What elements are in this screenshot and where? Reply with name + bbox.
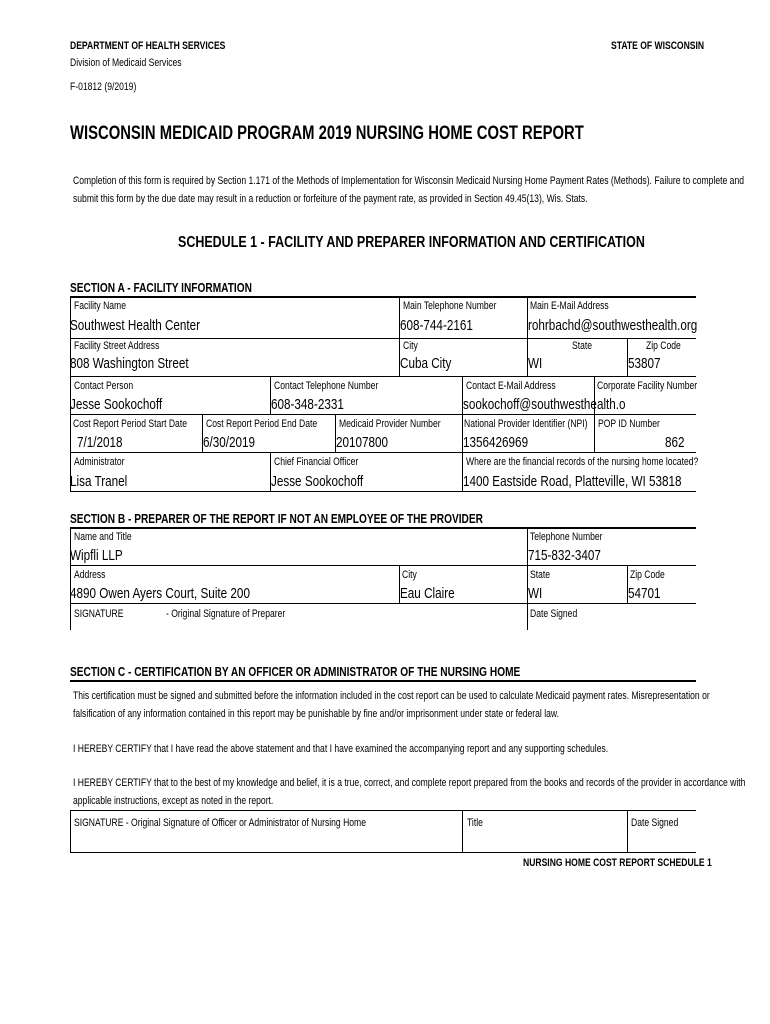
- page-title: WISCONSIN MEDICAID PROGRAM 2019 NURSING HOME COST REPORT: [70, 123, 584, 144]
- state-label: STATE OF WISCONSIN: [611, 40, 705, 52]
- section-a-heading: SECTION A - FACILITY INFORMATION: [70, 280, 252, 295]
- medicaid-provider-field[interactable]: 20107800: [336, 434, 389, 451]
- contact-person-field[interactable]: Jesse Sookochoff: [70, 396, 163, 413]
- administrator-field[interactable]: Lisa Tranel: [70, 473, 128, 490]
- officer-signature-label: SIGNATURE - Original Signature of Officer or Administrator of Nursing Home: [74, 817, 366, 829]
- certification-text-2: I HEREBY CERTIFY that I have read the above statement and that I have examined the accompanying report and any supporting schedules.: [73, 743, 609, 755]
- zip-field[interactable]: 53807: [628, 355, 661, 372]
- preparer-date-label: Date Signed: [530, 608, 578, 620]
- preparer-city-field[interactable]: Eau Claire: [400, 585, 455, 602]
- start-date-field[interactable]: 7/1/2018: [77, 434, 123, 451]
- certification-text-3a: I HEREBY CERTIFY that to the best of my knowledge and belief, it is a true, correct, and complete report prepared from the books and records of the provider in accordance with: [73, 777, 746, 789]
- city-label: City: [403, 340, 418, 352]
- preparer-phone-label: Telephone Number: [530, 531, 603, 543]
- preparer-zip-label: Zip Code: [630, 569, 665, 581]
- facility-name-label: Facility Name: [74, 300, 126, 312]
- footer-label: NURSING HOME COST REPORT SCHEDULE 1: [523, 857, 712, 869]
- officer-date-label: Date Signed: [631, 817, 679, 829]
- preparer-city-label: City: [402, 569, 417, 581]
- zip-label: Zip Code: [646, 340, 681, 352]
- contact-phone-label: Contact Telephone Number: [274, 380, 379, 392]
- medicaid-provider-label: Medicaid Provider Number: [339, 418, 441, 430]
- contact-email-field[interactable]: sookochoff@southwesthealth.o: [463, 396, 626, 413]
- officer-title-field[interactable]: [463, 832, 626, 852]
- preparer-signature-label: SIGNATURE: [74, 608, 124, 620]
- preparer-signature-field[interactable]: [71, 604, 526, 630]
- officer-title-label: Title: [467, 817, 483, 829]
- cfo-field[interactable]: Jesse Sookochoff: [271, 473, 364, 490]
- administrator-label: Administrator: [74, 456, 125, 468]
- records-location-field[interactable]: 1400 Eastside Road, Platteville, WI 53818: [463, 473, 682, 490]
- preparer-zip-field[interactable]: 54701: [628, 585, 661, 602]
- main-phone-field[interactable]: 608-744-2161: [400, 317, 473, 334]
- facility-name-field[interactable]: Southwest Health Center: [70, 317, 201, 334]
- street-label: Facility Street Address: [74, 340, 160, 352]
- pop-id-field[interactable]: 862: [665, 434, 685, 451]
- pop-id-label: POP ID Number: [598, 418, 660, 430]
- preparer-signature-note: - Original Signature of Preparer: [166, 608, 286, 620]
- division-name: Division of Medicaid Services: [70, 57, 182, 69]
- preparer-state-field[interactable]: WI: [528, 585, 543, 602]
- main-email-field[interactable]: rohrbachd@southwesthealth.org: [528, 317, 698, 334]
- state-label-a: State: [572, 340, 593, 352]
- main-email-label: Main E-Mail Address: [530, 300, 609, 312]
- preparer-name-label: Name and Title: [74, 531, 132, 543]
- form-number: F-01812 (9/2019): [70, 81, 137, 93]
- certification-text-1b: falsification of any information contained in this report may be punishable by fine and/or imprisonment under state or federal law.: [73, 708, 560, 720]
- city-field[interactable]: Cuba City: [400, 355, 452, 372]
- certification-text-1a: This certification must be signed and submitted before the information included in the cost report can be used to calculate Medicaid payment rates. Misrepresentation or: [73, 690, 710, 702]
- state-field[interactable]: WI: [528, 355, 543, 372]
- start-date-label: Cost Report Period Start Date: [73, 418, 187, 430]
- corporate-facility-label: Corporate Facility Number: [597, 380, 698, 392]
- end-date-label: Cost Report Period End Date: [206, 418, 318, 430]
- preparer-phone-field[interactable]: 715-832-3407: [528, 547, 601, 564]
- preparer-name-field[interactable]: Wipfli LLP: [70, 547, 123, 564]
- npi-label: National Provider Identifier (NPI): [464, 418, 588, 430]
- street-field[interactable]: 808 Washington Street: [70, 355, 189, 372]
- department-name: DEPARTMENT OF HEALTH SERVICES: [70, 40, 226, 52]
- section-b-heading: SECTION B - PREPARER OF THE REPORT IF NOT AN EMPLOYEE OF THE PROVIDER: [70, 511, 483, 526]
- officer-signature-field[interactable]: [71, 832, 461, 852]
- contact-phone-field[interactable]: 608-348-2331: [271, 396, 344, 413]
- section-c-heading: SECTION C - CERTIFICATION BY AN OFFICER OR ADMINISTRATOR OF THE NURSING HOME: [70, 664, 521, 679]
- cfo-label: Chief Financial Officer: [274, 456, 359, 468]
- main-phone-label: Main Telephone Number: [403, 300, 497, 312]
- records-location-label: Where are the financial records of the nursing home located?: [466, 456, 699, 468]
- officer-date-field[interactable]: [628, 832, 696, 852]
- intro-line-2: submit this form by the due date may result in a reduction or forfeiture of the payment rate, as provided in Section 49.45(13), Wis. Stats.: [73, 193, 588, 205]
- certification-text-3b: applicable instructions, except as noted in the report.: [73, 795, 274, 807]
- contact-person-label: Contact Person: [74, 380, 134, 392]
- preparer-date-field[interactable]: [528, 620, 696, 630]
- contact-email-label: Contact E-Mail Address: [466, 380, 556, 392]
- preparer-state-label: State: [530, 569, 551, 581]
- end-date-field[interactable]: 6/30/2019: [203, 434, 256, 451]
- npi-field[interactable]: 1356426969: [463, 434, 529, 451]
- preparer-address-field[interactable]: 4890 Owen Ayers Court, Suite 200: [70, 585, 250, 602]
- schedule-title: SCHEDULE 1 - FACILITY AND PREPARER INFORMATION AND CERTIFICATION: [178, 234, 645, 251]
- preparer-address-label: Address: [74, 569, 106, 581]
- intro-line-1: Completion of this form is required by Section 1.171 of the Methods of Implementation for Wisconsin Medicaid Nursing Home Payment Rates (Methods). Failure to complete and: [73, 175, 744, 187]
